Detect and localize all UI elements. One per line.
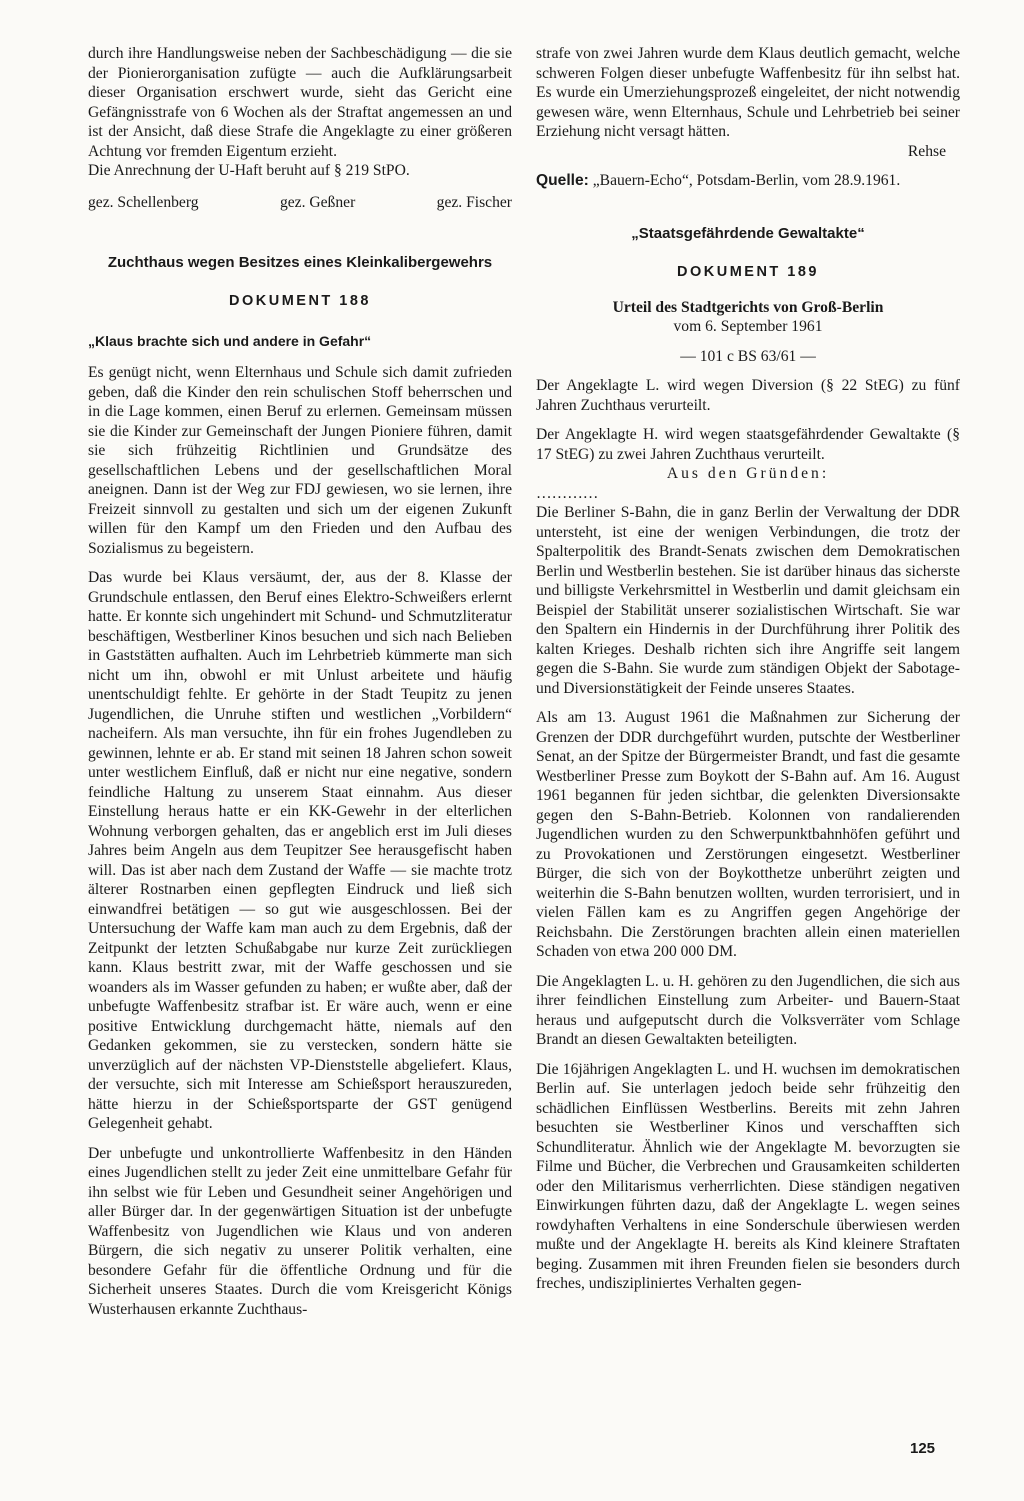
paragraph-3: Der unbefugte und unkontrollierte Waffenbesitz in den Händen eines Jugendlichen stellt zu jeder Zeit eine unmittelbare Gefahr für ihn selbst wie für Leben und Gesundheit seiner Angehörigen und aller Bürger dar. In der gegenwärtigen Situation ist der unbefugte Waffenbesitz von Jugendlichen wie Klaus und von anderen Bürgern, die sich negativ zu unserer Politik verhalten, eine besondere Gefahr für die öffentliche Ordnung und für die Sicherheit unseres Staates. Durch die vom Kreisgericht Königs Wusterhausen erkannte Zuchthaus- <box>88 1144 512 1318</box>
source-text: „Bauern-Echo“, Potsdam-Berlin, vom 28.9.1961. <box>592 172 901 189</box>
verdict-l: Der Angeklagte L. wird wegen Diversion (§ 22 StEG) zu fünf Jahren Zuchthaus verurteilt. <box>536 377 960 414</box>
reasons-heading: Aus den Gründen: <box>666 465 830 482</box>
right-column <box>536 44 960 1294</box>
signature-gessner: gez. Geßner <box>279 193 356 211</box>
paragraph-u-haft: Die Anrechnung der U-Haft beruht auf § 219 StPO. <box>88 162 410 179</box>
article-subheading: „Klaus brachte sich und andere in Gefahr“ <box>88 333 372 349</box>
section-heading-189: „Staatsgefährdende Gewaltakte“ <box>631 224 865 242</box>
court-date: vom 6. September 1961 <box>673 318 823 335</box>
court-title: Urteil des Stadtgerichts von Groß-Berlin <box>612 298 884 316</box>
ellipsis: ………… <box>536 484 599 502</box>
document-title-189: DOKUMENT 189 <box>677 263 819 280</box>
document-title-188: DOKUMENT 188 <box>229 293 371 309</box>
source-line <box>536 171 960 191</box>
case-number: — 101 c BS 63/61 — <box>680 347 816 365</box>
author: Rehse <box>907 142 946 160</box>
paragraph-1: Es genügt nicht, wenn Elternhaus und Schule sich damit zufrieden geben, daß die Kinder den rein schulischen Stoff beherrschen und in die Lage kommen, einen Beruf zu erlernen. Gemeinsam müssen sie die Kinder zur Gemeinschaft der Jungen Pioniere führen, damit sie sich frühzeitig Richtlinien und Grundsätze des gesellschaftlichen Lebens und der gesellschaftlichen Moral aneignen. Dann ist der Weg zur FDJ gewiesen, wo sie lernen, ihre Freizeit sinnvoll zu gestalten und sich um der eigenen Zukunft willen für den Kampf um den Frieden und den Aufbau des Sozialismus zu begeistern. <box>88 364 512 557</box>
paragraph-2: Das wurde bei Klaus versäumt, der, aus der 8. Klasse der Grundschule entlassen, den Beruf eines Elektro-Schweißers erlernt hatte. Er konnte sich ungehindert mit Schund- und Schmutzliteratur beschäftigen, Westberliner Kinos besuchen und sich nach Belieben in Gaststätten aufhalten. Auch im Lehrbetrieb kümmerte man sich nicht um ihn, obwohl er mit Unlust arbeitete und häufig unentschuldigt fehlte. Er gehörte in der Stadt Teupitz zu jenen Jugendlichen, die Unruhe stiften und westlichen „Vorbildern“ nacheifern. Als man versuchte, ihn für ein frohes Jugendleben zu gewinnen, lehnte er ab. Er stand mit seinen 18 Jahren schon soweit unter westlichem Einfluß, daß er nicht nur eine negative, sondern feindliche Haltung zu unserem Staat einnahm. Aus dieser Einstellung heraus hatte er ein KK-Gewehr in der elterlichen Wohnung verborgen gehalten, das er angeblich erst im Juli dieses Jahres beim Angeln aus dem Teupitzer See herausgefischt haben will. Das ist aber nach dem Zustand der Waffe — sie machte trotz älterer Rostnarben einen gepflegten Eindruck und ließ sich einwandfrei betätigen — so gut wie ausgeschlossen. Bei der Untersuchung der Waffe kam man auch zu dem Ergebnis, daß der Zeitpunkt der letzten Schußabgabe nur kurze Zeit zurückliegen kann. Klaus bestritt zwar, mit der Waffe geschossen und sie woanders als im Wasser gefunden zu haben; er wußte aber, daß der unbefugte Waffenbesitz strafbar ist. Er wäre auch, wenn er eine positive Entwicklung durchgemacht hätte, niemals auf den Gedanken gekommen, sie zu verstecken, sondern hätte sie unverzüglich auf der nächsten VP-Dienststelle abgeliefert. Klaus, der versuchte, sich mit Interesse am Schießsport herauszureden, hätte hierzu in der Schießsportsparte der GST genügend Gelegenheit gehabt. <box>88 569 512 1132</box>
paragraph-3: Die Angeklagten L. u. H. gehören zu den Jugendlichen, die sich aus ihrer feindlichen Einstellung zum Arbeiter- und Bauern-Staat heraus und aufgeputscht durch die Volksverräter vom Schlage Brandt an diesen Gewaltakten beteiligten. <box>536 972 960 1048</box>
verdict-h: Der Angeklagte H. wird wegen staatsgefährdender Gewaltakte (§ 17 StEG) zu zwei Jahren Zuchthaus verurteilt. <box>536 426 960 463</box>
section-heading-188: Zuchthaus wegen Besitzes eines Kleinkalibergewehrs <box>107 254 493 271</box>
signature-schellenberg: gez. Schellenberg <box>88 193 199 211</box>
paragraph-1: Die Berliner S-Bahn, die in ganz Berlin der Verwaltung der DDR untersteht, ist eine der wenigen Verbindungen, die trotz der Spalterpolitik des Brandt-Senats zwischen dem Demokratischen Berlin und Westberlin bestehen. Sie ist darüber hinaus das sicherste und billigste Verkehrsmittel in Westberlin und damit gleichsam ein Beispiel der Stabilität unserer sozialistischen Wirtschaft. Sie war den Spaltern ein Hindernis in der Durchführung ihrer Politik des kalten Krieges. Deshalb richten sich ihre Angriffe seit langem gegen die S-Bahn. Sie wurde zum ständigen Objekt der Sabotage- und Diversionstätigkeit der Feinde unseres Staates. <box>536 504 960 697</box>
signatures <box>88 193 512 213</box>
source-label: Quelle: <box>536 172 589 189</box>
paragraph-2: Als am 13. August 1961 die Maßnahmen zur Sicherung der Grenzen der DDR durchgeführt wurden, putschte der Westberliner Senat, an der Spitze der Bürgermeister Brandt, und fast die gesamte Westberliner Presse zum Boykott der S-Bahn auf. Am 16. August 1961 begannen für jeden sichtbar, die gelenkten Diversionsakte gegen den S-Bahn-Betrieb. Kolonnen von randalierenden Jugendlichen wurden zu den Schwerpunktbahnhöfen geführt und zu Provokationen und Zerstörungen eingesetzt. Westberliner Bürger, die sich von der Boykotthetze unberührt zeigten und weiterhin die S-Bahn benutzen wollten, wurden terrorisiert, und in vielen Fällen kam es zu Angriffen gegen Angehörige der Reichsbahn. Die Zerstörungen brachten allein einen materiellen Schaden von etwa 200 000 DM. <box>536 709 960 960</box>
paragraph-continued: strafe von zwei Jahren wurde dem Klaus deutlich gemacht, welche schweren Folgen dieser unbefugte Waffenbesitz für ihn selbst hat. Es wurde ein Umerziehungsprozeß eingeleitet, der nicht notwendig gewesen wäre, wenn Elternhaus, Schule und Lehrbetrieb bei seiner Erziehung nicht versagt hätten. <box>536 45 960 140</box>
left-column <box>88 44 512 1319</box>
page-number: 125 <box>910 1440 936 1457</box>
paragraph-verdict-end: durch ihre Handlungsweise neben der Sachbeschädigung — die sie der Pionierorganisation zufügte — auch die Aufklärungsarbeit dieser Organisation erschwert wurde, sieht das Gericht eine Gefängnisstrafe von 6 Wochen als der Straftat angemessen an und ist der Ansicht, daß diese Strafe die Angeklagte zu einer größeren Achtung vor fremden Eigentum erzieht. <box>88 45 512 160</box>
paragraph-4: Die 16jährigen Angeklagten L. und H. wuchsen im demokratischen Berlin auf. Sie unterlagen jedoch beide sehr frühzeitig den schädlichen Einflüssen Westberlins. Bereits mit zehn Jahren besuchten sie Westberliner Kinos und verschafften sich Schundliteratur. Ähnlich wie der Angeklagte M. bevorzugten sie Filme und Bücher, die Verbrechen und Grausamkeiten schilderten oder den Militarismus verherrlichten. Diese ständigen negativen Einwirkungen führten dazu, daß der Angeklagte L. wegen seines rowdyhaften Verhaltens in eine Sonderschule überwiesen werden mußte und der Angeklagte H. bereits als Kind kleinere Straftaten beging. Zusammen mit ihren Freunden fielen sie besonders durch freches, undiszipliniertes Verhalten gegen- <box>536 1060 960 1292</box>
signature-fischer: gez. Fischer <box>436 193 512 211</box>
